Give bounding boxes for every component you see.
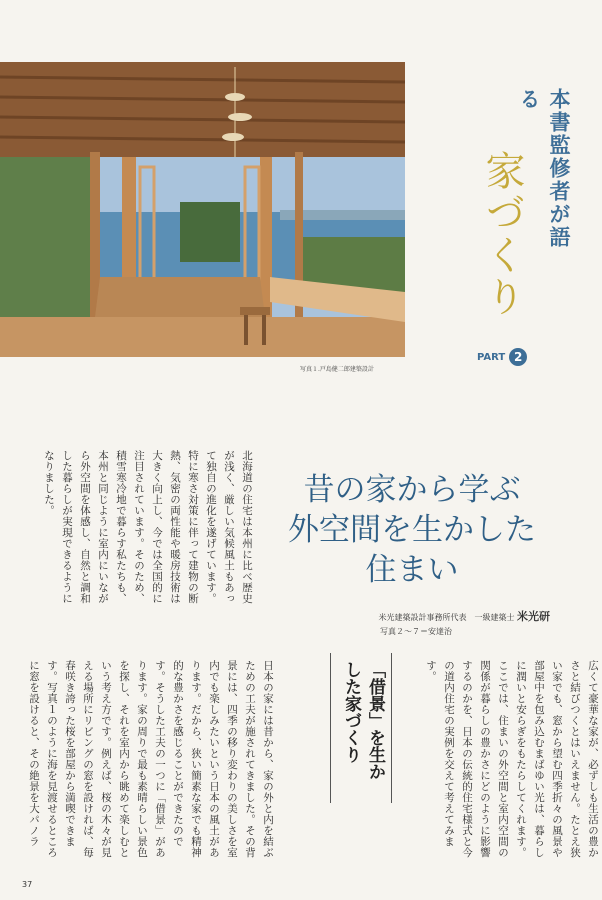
part-marker <box>477 348 527 366</box>
article-headline <box>262 470 562 590</box>
part-label: PART <box>477 351 506 363</box>
author-byline <box>300 608 550 624</box>
author-name: 米光研 <box>517 610 550 623</box>
author-affiliation: 米光建築設計事務所代表 一級建築士 <box>378 613 515 622</box>
body-column-1: 北海道の住宅は本州に比べ歴史が浅く、厳しい気候風土もあって独自の進化を遂げています。特に寒さ対策に伴って建物の断熱、気密の両性能や暖房技術は大きく向上し、今では全国的に注目されています。そのため、積雪寒冷地で暮らす私たちも、本州と同じように室内にいながら外空間を体感し、自然と調和した暮らしが実現できるようになりました。 <box>43 450 253 604</box>
part-number: 2 <box>509 348 527 366</box>
headline-line-1: 昔の家から学ぶ <box>303 472 521 508</box>
hero-photo <box>0 62 405 357</box>
photo-caption: 写真１.戸島健二郎建築設計 <box>300 366 374 373</box>
headline-line-3: 住まい <box>365 552 459 588</box>
page-number: 37 <box>22 880 33 889</box>
sub-heading-box <box>330 653 392 803</box>
series-label: 本書監修者が語る <box>517 88 571 249</box>
series-title: 家づくり <box>479 150 525 318</box>
photo-credit: 写真２～７＝安達治 <box>380 627 452 636</box>
body-column-2: 広くて豪華な家が、必ずしも生活の豊かさと結びつくとはいえません。たとえ狭い家でも、窓から望む四季折々の風景や部屋中を包み込むまばゆい光は、暮らしに潤いと安らぎをもたらしてくれます。ここでは、住まいの外空間と室内空間の関係が暮らしの豊かさにどのように影響するのかを、日本の伝統的住宅様式と今の道内住宅の実例を交えて考えてみます。 <box>425 660 599 858</box>
headline-line-2: 外空間を生かした <box>288 512 536 548</box>
sub-heading: 「借景」を生かした家づくり <box>341 661 385 780</box>
body-column-3: 日本の家には昔から、家の外と内を結ぶための工夫が施されてきました。その背景には、四季の移り変わりの美しさを室内でも楽しみたいという日本の風土があります。だから、狭い簡素な家でも精神的な豊かさを感じることができたのです。そうした工夫の一つに「借景」があります。家の周りで最も素晴らしい景色を探し、それを室内から眺めて楽しむという考え方です。例えば、桜の木々が見える場所にリビングの窓を設ければ、毎春咲き誇った桜を部屋から満喫できます。写真１のように海を見渡せるところに窓を設けると、その絶景を大パノラ <box>28 660 274 858</box>
